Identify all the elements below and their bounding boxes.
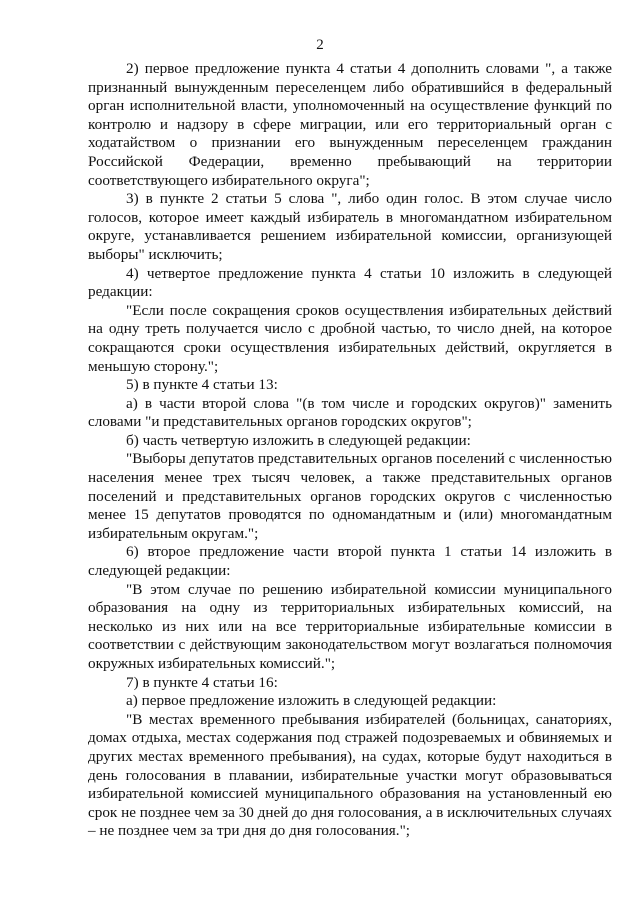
paragraph-amendment-6: 6) второе предложение части второй пункта 1 статьи 14 изложить в следующей редакции: <box>88 543 612 580</box>
paragraph-amendment-7a: а) первое предложение изложить в следующей редакции: <box>126 692 497 710</box>
paragraph-amendment-5b-text: "Выборы депутатов представительных органов поселений с численностью населения менее трех тысяч человек, а также представительных органов поселений и представительных органов городских округов с численностью менее 15 депутатов проводятся по одномандатным и (или) многомандатным избирательным округам."; <box>88 450 612 542</box>
paragraph-amendment-5a: а) в части второй слова "(в том числе и городских округов)" заменить словами "и представительных органов городских округов"; <box>88 394 612 431</box>
paragraph-amendment-4-text: "Если после сокращения сроков осуществления избирательных действий на одну треть получается число с дробной частью, то число дней, на которое сокращаются сроки осуществления избирательных действий, округляется в меньшую сторону."; <box>88 301 612 375</box>
page-number: 2 <box>316 37 324 53</box>
document-body <box>88 60 612 841</box>
paragraph-amendment-5b: б) часть четвертую изложить в следующей редакции: <box>126 431 471 449</box>
paragraph-amendment-7: 7) в пункте 4 статьи 16: <box>126 673 278 691</box>
paragraph-amendment-3: 3) в пункте 2 статьи 5 слова ", либо один голос. В этом случае число голосов, которое имеет каждый избиратель в многомандатном избирательном округе, устанавливается решением избирательной комиссии, организующей выборы" исключить; <box>88 190 612 263</box>
paragraph-amendment-4: 4) четвертое предложение пункта 4 статьи 10 изложить в следующей редакции: <box>88 264 612 301</box>
paragraph-amendment-2: 2) первое предложение пункта 4 статьи 4 дополнить словами ", а также признанный вынужденным переселенцем либо обратившийся в федеральный орган исполнительной власти, уполномоченный на осуществление функций по контролю и надзору в сфере миграции, или его территориальный орган с ходатайством о признании его вынужденным переселенцем гражданин Российской Федерации, временно пребывающий на территории соответствующего избирательного округа"; <box>88 60 612 189</box>
paragraph-amendment-7a-text: "В местах временного пребывания избирателей (больницах, санаториях, домах отдыха, местах содержания под стражей подозреваемых и обвиняемых и других местах временного пребывания), на судах, которые будут находиться в день голосования в плавании, избирательные участки могут образовываться избирательной комиссией муниципального образования на установленный ею срок не позднее чем за 30 дней до дня голосования, а в исключительных случаях – не позднее чем за три дня до дня голосования."; <box>88 710 612 840</box>
paragraph-amendment-5: 5) в пункте 4 статьи 13: <box>126 376 278 394</box>
paragraph-amendment-6-text: "В этом случае по решению избирательной комиссии муниципального образования на одну из территориальных избирательных комиссий, на несколько из них или на все территориальные избирательные комиссии в соответствии с действующим законодательством могут возлагаться полномочия окружных избирательных комиссий."; <box>88 580 612 672</box>
